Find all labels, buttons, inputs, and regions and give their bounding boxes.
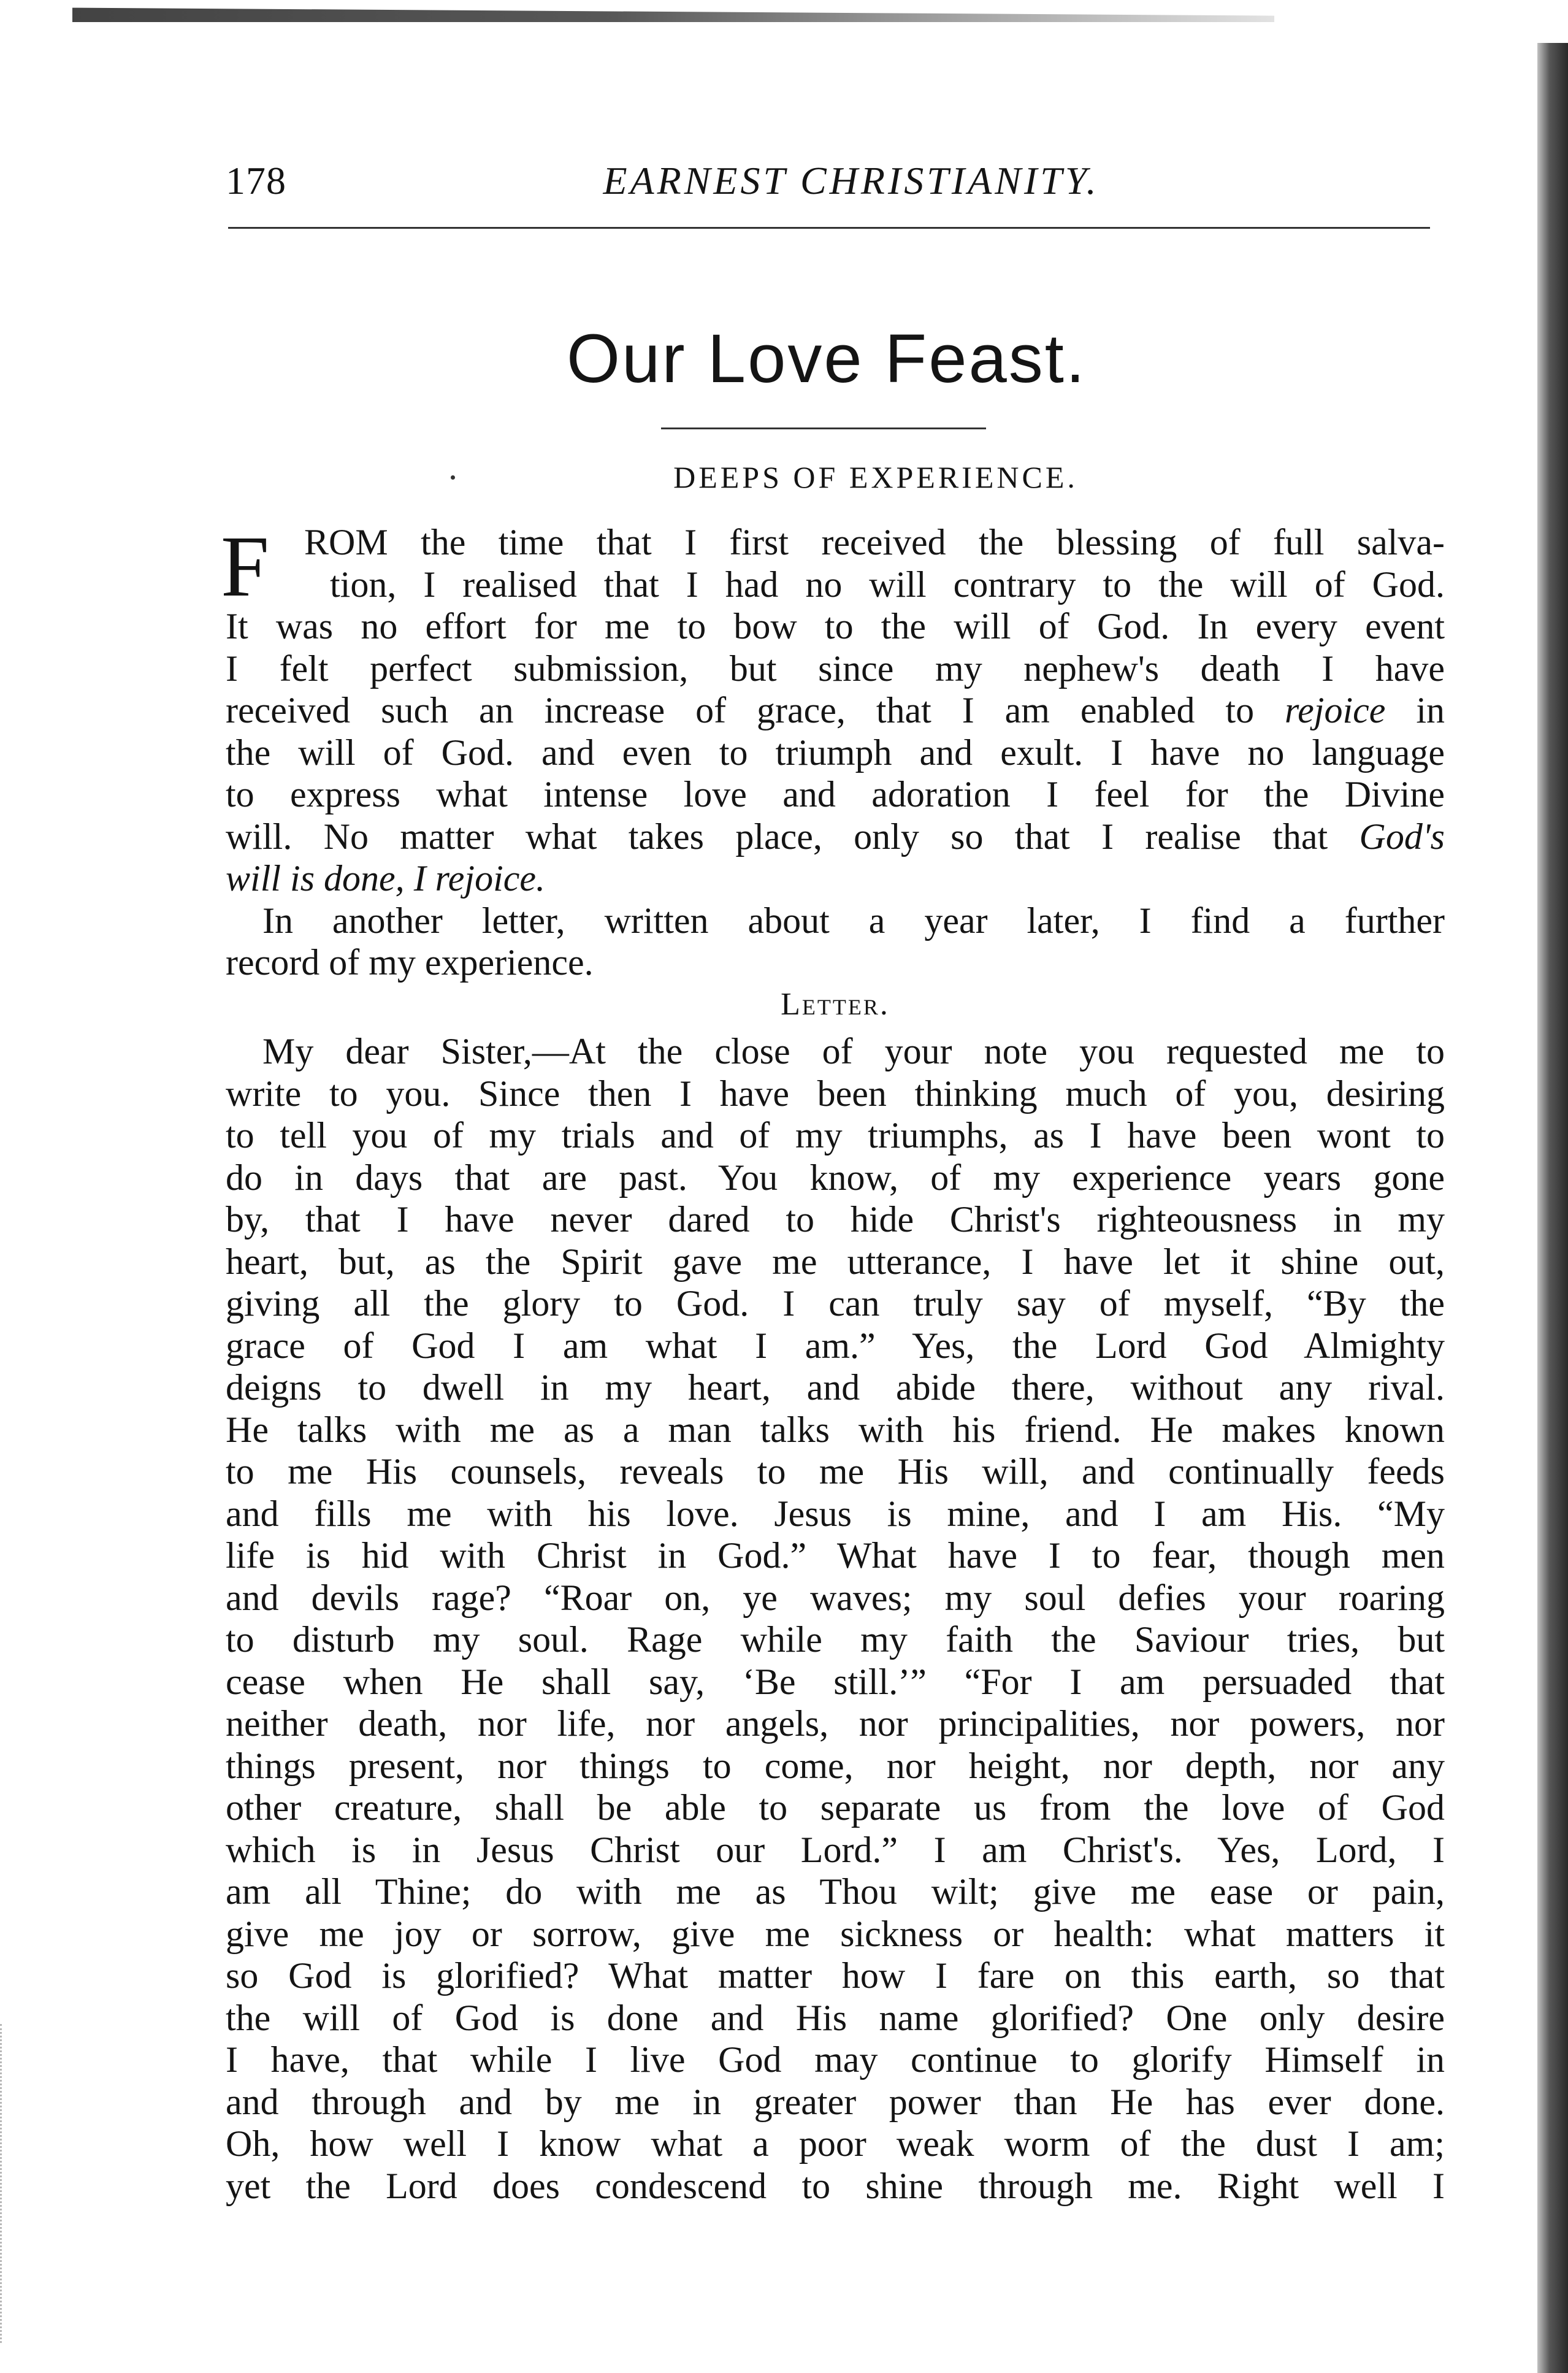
text-line: do in days that are past. You know, of my experience years gone [226, 1157, 1445, 1198]
text-line: ROM the time that I first received the blessing of full salva- [304, 522, 1445, 562]
text-line [226, 689, 1445, 732]
article-title: Our Love Feast. [566, 320, 1087, 397]
text-line: to tell you of my trials and of my triumphs, as I have been wont to [226, 1115, 1445, 1156]
text-line: give me joy or sorrow, give me sickness or health: what matters it [226, 1913, 1445, 1954]
text-segment: in [1385, 690, 1445, 730]
text-line: yet the Lord does condescend to shine through me. Right well I [226, 2165, 1445, 2206]
text-line: and devils rage? “Roar on, ye waves; my soul defies your roaring [226, 1577, 1445, 1618]
text-segment: will. No matter what takes place, only so that I realise that [226, 816, 1328, 857]
italic-text: rejoice [1285, 690, 1386, 730]
scan-edge-artifact-right [1537, 43, 1568, 2373]
text-line: to me His counsels, reveals to me His will, and continually feeds [226, 1451, 1445, 1492]
page-number: 178 [226, 159, 286, 202]
italic-text: will is done, [226, 858, 405, 899]
letter-heading: Letter. [781, 986, 890, 1022]
text-line: heart, but, as the Spirit gave me utterance, I have let it shine out, [226, 1241, 1445, 1282]
paragraph-opening [221, 518, 1445, 900]
running-title: EARNEST CHRISTIANITY. [603, 159, 1100, 202]
article-body [221, 518, 1445, 2207]
text-line: the will of God. and even to triumph and exult. I have no language [226, 732, 1445, 773]
text-line: so God is glorified? What matter how I fare on this earth, so that [226, 1955, 1445, 1996]
text-line: I felt perfect submission, but since my nephew's death I have [226, 648, 1445, 689]
drop-cap: F [221, 518, 269, 615]
text-line: It was no effort for me to bow to the will of God. In every event [226, 606, 1445, 646]
text-line: and fills me with his love. Jesus is mine, and I am His. “My [226, 1493, 1445, 1534]
section-heading: DEEPS OF EXPERIENCE. [673, 460, 1078, 494]
text-line: write to you. Since then I have been thinking much of you, desiring [226, 1073, 1445, 1114]
text-line: grace of God I am what I am.” Yes, the Lord God Almighty [226, 1325, 1445, 1366]
scan-edge-artifact-top [72, 6, 1274, 22]
text-line: things present, nor things to come, nor height, nor depth, nor any [226, 1745, 1445, 1786]
text-line: deigns to dwell in my heart, and abide there, without any rival. [226, 1367, 1445, 1408]
text-line: and through and by me in greater power than He has ever done. [226, 2081, 1445, 2122]
italic-text: I rejoice. [413, 858, 546, 899]
text-line: I have, that while I live God may continue to glorify Himself in [226, 2039, 1445, 2080]
running-header [226, 150, 1428, 212]
text-line [226, 857, 1445, 900]
letter-body [226, 1030, 1445, 2207]
text-segment: received such an increase of grace, that I am enabled to [226, 690, 1255, 730]
text-line: am all Thine; do with me as Thou wilt; give me ease or pain, [226, 1871, 1445, 1912]
text-line: to disturb my soul. Rage while my faith the Saviour tries, but [226, 1619, 1445, 1660]
text-line: cease when He shall say, ‘Be still.’” “For I am persuaded that [226, 1661, 1445, 1702]
text-line: the will of God is done and His name glorified? One only desire [226, 1997, 1445, 2038]
text-line: which is in Jesus Christ our Lord.” I am Christ's. Yes, Lord, I [226, 1829, 1445, 1870]
text-line: He talks with me as a man talks with his friend. He makes known [226, 1409, 1445, 1450]
title-rule [661, 427, 986, 429]
text-line: In another letter, written about a year later, I find a further [262, 900, 1445, 941]
text-line: neither death, nor life, nor angels, nor principalities, nor powers, nor [226, 1703, 1445, 1744]
text-line: life is hid with Christ in God.” What have I to fear, though men [226, 1535, 1445, 1576]
scan-edge-artifact-left [0, 2024, 9, 2343]
text-line: record of my experience. [226, 942, 594, 983]
italic-text: God's [1359, 816, 1445, 857]
text-line: Oh, how well I know what a poor weak worm of the dust I am; [226, 2123, 1445, 2164]
header-rule [228, 227, 1430, 229]
text-line: to express what intense love and adoration I feel for the Divine [226, 774, 1445, 815]
text-line [226, 816, 1445, 858]
text-line: My dear Sister,—At the close of your note you requested me to [262, 1031, 1445, 1071]
text-line: giving all the glory to God. I can truly say of myself, “By the [226, 1283, 1445, 1324]
text-line: by, that I have never dared to hide Christ's righteousness in my [226, 1199, 1445, 1240]
text-line: tion, I realised that I had no will contrary to the will of God. [330, 564, 1445, 605]
text-line: other creature, shall be able to separate us from the love of God [226, 1787, 1445, 1828]
